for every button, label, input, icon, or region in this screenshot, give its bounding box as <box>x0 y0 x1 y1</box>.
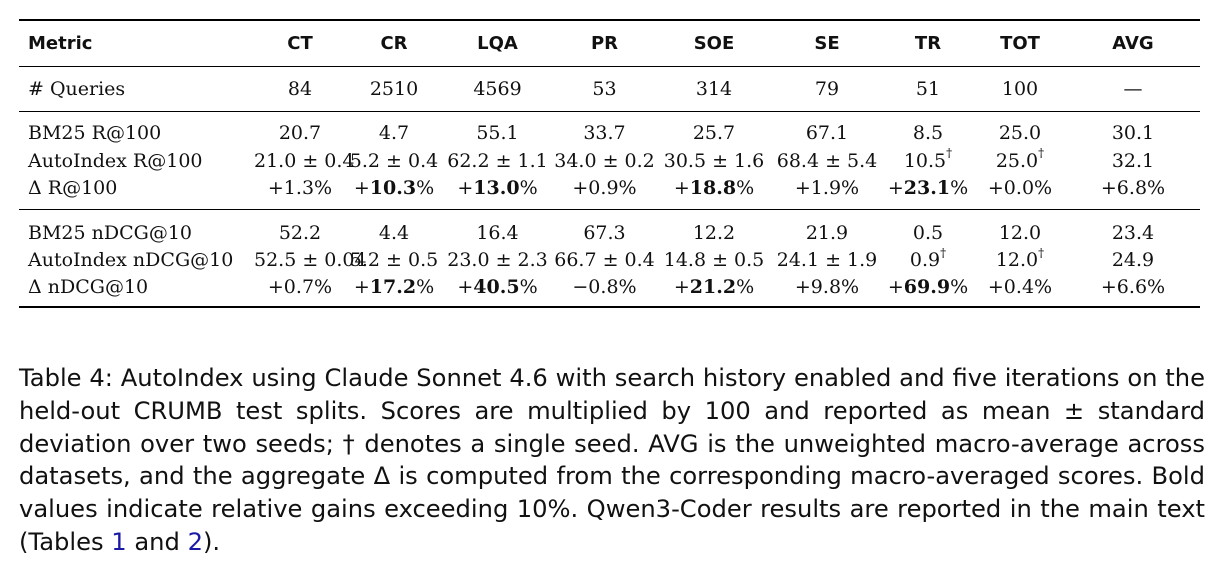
bold-gain-value: 10.3 <box>369 177 417 199</box>
cell-text: % <box>950 276 969 298</box>
table-cell: 24.1 ± 1.9 <box>776 249 878 271</box>
table-cell: 21.0 ± 0.4 <box>254 149 355 172</box>
table-cell: 67.1 <box>805 122 849 144</box>
results-table-container <box>19 19 1200 308</box>
table-cell: +0.9% <box>572 177 637 199</box>
table-cell: 4.4 <box>378 222 410 244</box>
header-cell: PR <box>590 32 619 54</box>
bold-gain-value: 17.2 <box>369 276 417 298</box>
header-cell: AVG <box>1112 32 1154 54</box>
table-cell: 33.7 <box>583 122 626 144</box>
table-cell: 67.3 <box>583 222 626 244</box>
table-cell: 30.5 ± 1.6 <box>663 149 765 172</box>
table-cell: 52.5 ± 0.04 <box>254 249 367 271</box>
table-cell: 53 <box>592 77 617 100</box>
cell-text: 25.0 <box>995 149 1039 172</box>
ndcg-block <box>19 209 1200 307</box>
cell-text: + <box>887 177 904 199</box>
table-cell: 32.1 <box>1111 149 1155 172</box>
table-cell <box>882 244 974 276</box>
caption-text: ). <box>202 527 221 556</box>
table-row <box>19 111 1200 144</box>
bold-gain-value: 69.9 <box>903 276 951 298</box>
cell-text: + <box>457 177 474 199</box>
table-ref-link[interactable]: 2 <box>187 527 203 556</box>
cell-text: 10.5 <box>903 149 947 172</box>
row-label: # Queries <box>28 77 126 100</box>
header-cell: TR <box>914 32 942 54</box>
table-cell: 100 <box>1001 77 1039 100</box>
table-cell: 314 <box>695 77 733 100</box>
table-cell: 24.9 <box>1111 249 1155 271</box>
row-label: BM25 nDCG@10 <box>28 222 192 244</box>
cell-text: + <box>673 177 690 199</box>
header-cell: Metric <box>28 32 93 54</box>
table-cell: +9.8% <box>794 276 860 298</box>
row-label: Δ nDCG@10 <box>28 276 149 298</box>
table-cell: 25.7 <box>692 122 736 144</box>
table-cell: 0.5 <box>912 222 944 244</box>
header-cell: LQA <box>477 32 518 54</box>
table-ref-link[interactable]: 1 <box>111 527 127 556</box>
table-cell <box>442 177 553 209</box>
cell-text: % <box>416 276 435 298</box>
bold-gain-value: 13.0 <box>473 177 520 199</box>
table-cell: 34.0 ± 0.2 <box>554 149 655 172</box>
table-cell: 2510 <box>369 77 419 100</box>
queries-row <box>19 66 1200 111</box>
cell-text: + <box>457 276 474 298</box>
table-cell <box>882 144 974 177</box>
table-cell: 12.2 <box>692 222 736 244</box>
table-cell: 4569 <box>473 77 522 100</box>
cell-text: % <box>950 177 969 199</box>
table-row <box>19 177 1200 209</box>
table-cell <box>974 144 1066 177</box>
table-cell: +0.0% <box>987 177 1053 199</box>
row-label: Δ R@100 <box>28 177 118 199</box>
table-cell <box>882 276 974 307</box>
cell-text: % <box>519 276 538 298</box>
table-cell: 14.8 ± 0.5 <box>663 249 765 271</box>
table-cell: 25.0 <box>998 122 1042 144</box>
table-cell: 79 <box>814 77 840 100</box>
table-cell: 8.5 <box>912 122 944 144</box>
cell-text: % <box>736 177 755 199</box>
table-row <box>19 209 1200 244</box>
table-cell: 84 <box>287 77 313 100</box>
table-cell: 55.1 <box>476 122 519 144</box>
dagger-mark: † <box>946 146 953 161</box>
table-cell: 5.2 ± 0.5 <box>349 249 439 271</box>
cell-text: + <box>353 177 370 199</box>
header-cell: CR <box>380 32 408 54</box>
recall-block <box>19 111 1200 209</box>
cell-text: 12.0 <box>995 249 1039 271</box>
table-cell <box>974 244 1066 276</box>
table-cell: +6.8% <box>1100 177 1166 199</box>
table-row <box>19 244 1200 276</box>
table-cell: 52.2 <box>278 222 322 244</box>
table-cell: +0.7% <box>267 276 333 298</box>
cell-text: + <box>353 276 370 298</box>
table-cell: 12.0 <box>998 222 1042 244</box>
dagger-mark: † <box>1038 146 1045 161</box>
table-cell <box>656 177 772 209</box>
cell-text: + <box>673 276 690 298</box>
bold-gain-value: 23.1 <box>903 177 951 199</box>
bold-gain-value: 21.2 <box>689 276 737 298</box>
table-cell: 20.7 <box>278 122 322 144</box>
cell-text: % <box>519 177 538 199</box>
row-label: AutoIndex nDCG@10 <box>28 249 234 271</box>
cell-text: % <box>416 177 435 199</box>
header-cell: CT <box>287 32 313 54</box>
table-cell: +1.9% <box>794 177 860 199</box>
table-cell: 51 <box>915 77 941 100</box>
caption-text: and <box>126 527 188 556</box>
header-cell: SE <box>814 32 840 54</box>
bold-gain-value: 18.8 <box>689 177 737 199</box>
table-cell: 62.2 ± 1.1 <box>447 149 548 172</box>
table-cell: −0.8% <box>572 276 637 298</box>
table-cell: 16.4 <box>476 222 519 244</box>
header-cell: SOE <box>693 32 735 54</box>
table-cell: 4.7 <box>378 122 410 144</box>
table-cell <box>882 177 974 209</box>
table-header-row <box>19 20 1200 66</box>
table-cell <box>656 276 772 307</box>
dagger-mark: † <box>940 245 947 260</box>
table-cell: +6.6% <box>1100 276 1166 298</box>
caption-text: Table 4: AutoIndex using Claude Sonnet 4.6 with search history enabled and five iterations on the held-out CRUMB test splits. Scores are multiplied by 100 and reported as mean ± standard deviation over two seeds; † denotes a single seed. AVG is the unweighted macro-average across datasets, and the aggregate Δ is computed from the corresponding macro-averaged scores. Bold values indicate relative gains exceeding 10%. Qwen3-Coder results are reported in the main text (Tables <box>19 364 1205 556</box>
table-cell <box>346 177 442 209</box>
table-cell: — <box>1123 77 1143 100</box>
table-caption <box>19 362 1205 559</box>
table-cell <box>442 276 553 307</box>
row-label: AutoIndex R@100 <box>28 149 203 172</box>
table-cell <box>346 276 442 307</box>
table-cell: 23.0 ± 2.3 <box>447 249 548 271</box>
dagger-mark: † <box>1038 245 1045 260</box>
row-label: BM25 R@100 <box>28 122 162 144</box>
table-cell: +0.4% <box>987 276 1053 298</box>
table-cell: 30.1 <box>1111 122 1155 144</box>
table-row <box>19 144 1200 177</box>
table-row <box>19 276 1200 307</box>
table-cell: 66.7 ± 0.4 <box>554 249 655 271</box>
header-cell: TOT <box>1000 32 1040 54</box>
table-cell: 23.4 <box>1111 222 1155 244</box>
table-cell: 21.9 <box>805 222 849 244</box>
cell-text: % <box>736 276 755 298</box>
bold-gain-value: 40.5 <box>473 276 520 298</box>
cell-text: + <box>887 276 904 298</box>
cell-text: 0.9 <box>909 249 941 271</box>
table-cell: 5.2 ± 0.4 <box>349 149 439 172</box>
table-cell: +1.3% <box>267 177 333 199</box>
table-cell: 68.4 ± 5.4 <box>776 149 878 172</box>
results-table <box>19 19 1200 308</box>
